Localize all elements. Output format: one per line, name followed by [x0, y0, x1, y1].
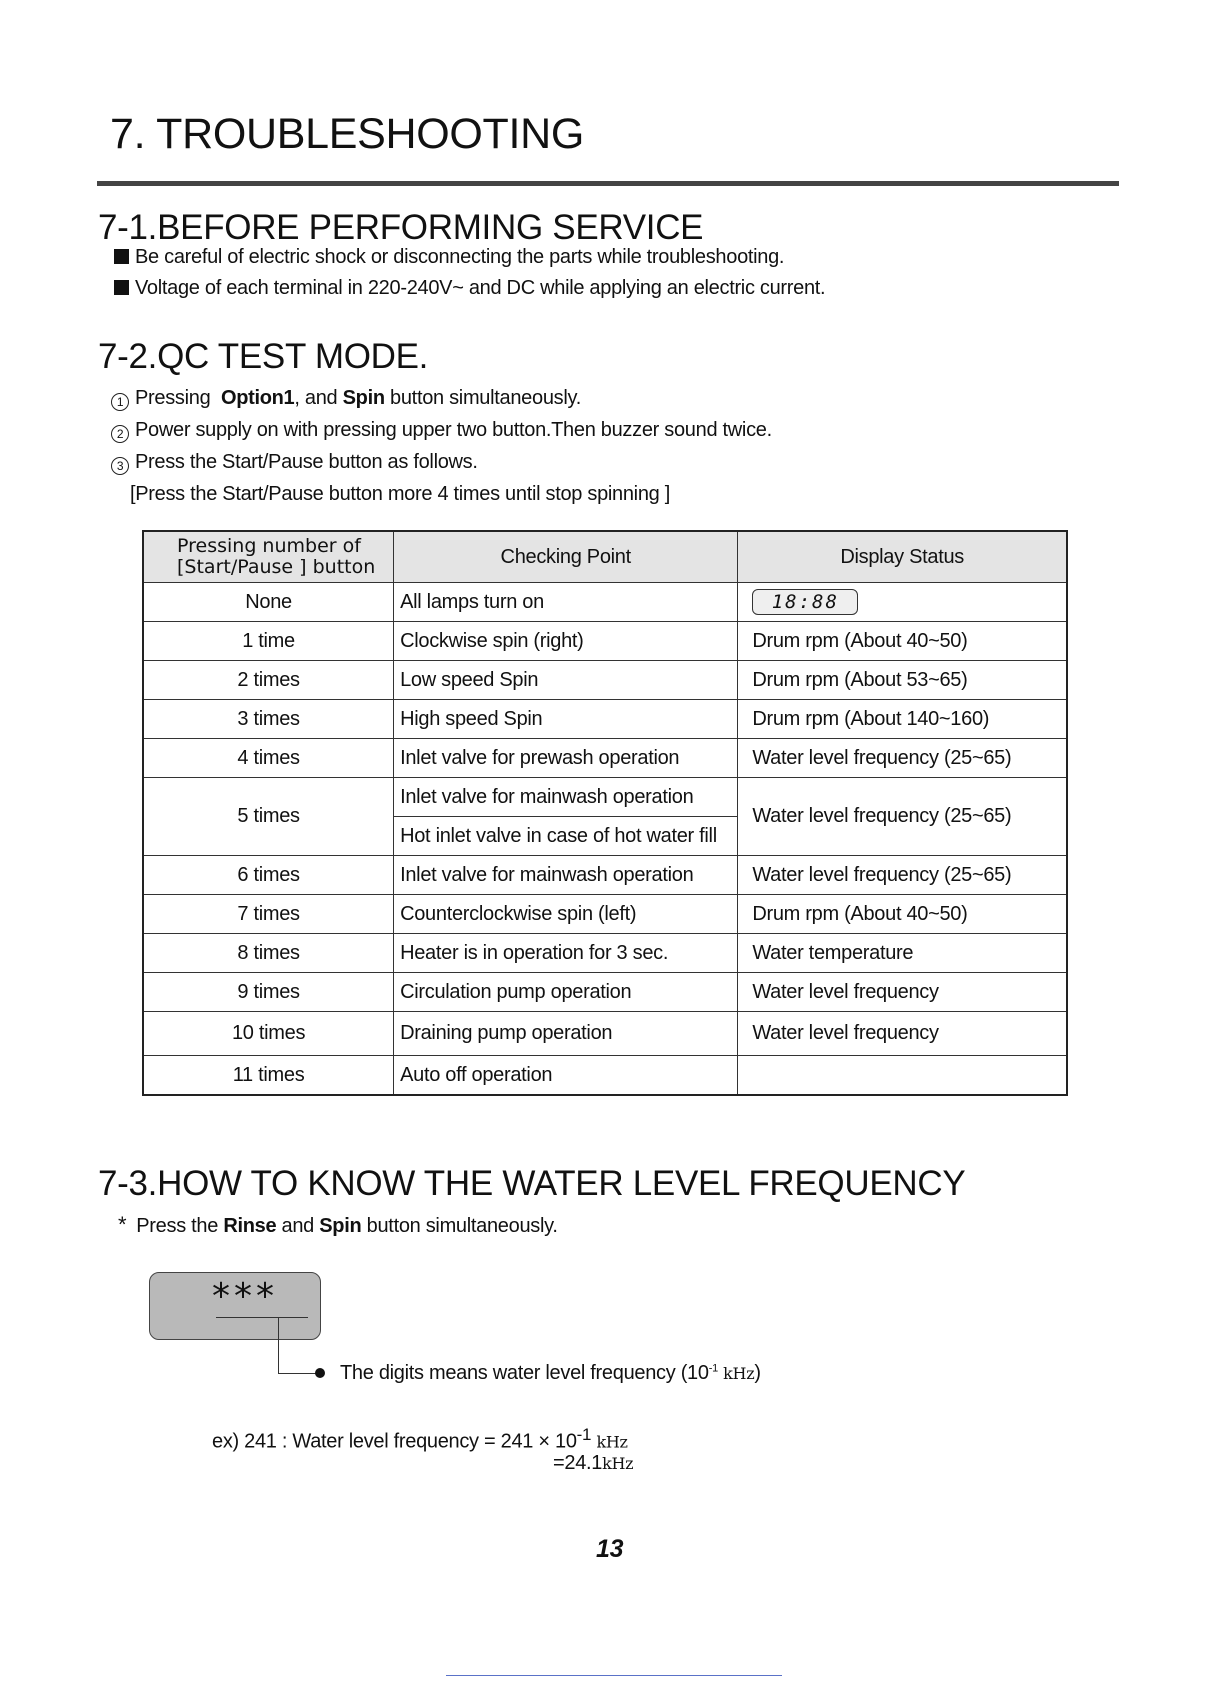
step-item [111, 451, 478, 475]
leader-dot-icon [315, 1368, 325, 1378]
example-result-unit: kHz [602, 1454, 634, 1473]
option1-label: Option1 [220, 387, 295, 409]
example-text: ex) 241 : Water level frequency = 241 × 10 [212, 1430, 577, 1453]
title-rule [97, 181, 1119, 186]
cell-status: Drum rpm (About 40~50) [738, 622, 1067, 661]
example-result-value: =24.1 [553, 1452, 603, 1474]
circled-number-icon: 1 [111, 393, 129, 411]
cell-count: 11 times [143, 1056, 394, 1096]
cell-count: 1 time [143, 622, 394, 661]
cell-status: Water level frequency [738, 1012, 1067, 1056]
cell-status: Water level frequency (25~65) [738, 778, 1067, 856]
cell-count: 5 times [143, 778, 394, 856]
table-row [143, 856, 1067, 895]
section-title-before-service: 7-1.BEFORE PERFORMING SERVICE [98, 208, 704, 247]
cell-status: Water level frequency [738, 973, 1067, 1012]
square-bullet-icon [114, 249, 129, 264]
cell-check: All lamps turn on [394, 583, 738, 622]
table-row [143, 895, 1067, 934]
step-text: button simultaneously. [384, 387, 581, 409]
cell-status: Water level frequency (25~65) [738, 856, 1067, 895]
cell-count: 9 times [143, 973, 394, 1012]
step-item [111, 387, 581, 411]
annotation-exponent: -1 [708, 1362, 718, 1375]
table-row [143, 700, 1067, 739]
instruction-text: and [276, 1215, 320, 1237]
table-row [143, 934, 1067, 973]
instruction-text: button simultaneously. [361, 1215, 558, 1237]
cell-status: Water temperature [738, 934, 1067, 973]
page-number: 13 [596, 1535, 624, 1563]
square-bullet-icon [114, 280, 129, 295]
cell-check: Auto off operation [394, 1056, 738, 1096]
circled-number-icon: 2 [111, 425, 129, 443]
cell-count: 4 times [143, 739, 394, 778]
lcd-display-icon: 18:88 [752, 589, 858, 615]
cell-check: Counterclockwise spin (left) [394, 895, 738, 934]
header-line: Pressing number of [177, 535, 361, 557]
annotation-unit: kHz [723, 1364, 755, 1383]
spin-label: Spin [342, 387, 385, 409]
cell-check: Hot inlet valve in case of hot water fill [394, 817, 738, 856]
header-display-status: Display Status [738, 531, 1067, 583]
display-panel [149, 1272, 321, 1340]
section-title-water-level-frequency: 7-3.HOW TO KNOW THE WATER LEVEL FREQUENCY [98, 1164, 966, 1203]
page-title: 7. TROUBLESHOOTING [110, 110, 585, 158]
step-item [111, 419, 772, 443]
bullet-item [114, 277, 825, 300]
annotation-text: ) [754, 1362, 761, 1384]
cell-status [738, 583, 1067, 622]
table-row [143, 973, 1067, 1012]
cell-status: Drum rpm (About 40~50) [738, 895, 1067, 934]
cell-check: Clockwise spin (right) [394, 622, 738, 661]
header-checking-point: Checking Point [394, 531, 738, 583]
cell-check: Draining pump operation [394, 1012, 738, 1056]
table-row [143, 739, 1067, 778]
cell-check: High speed Spin [394, 700, 738, 739]
leader-line [278, 1317, 279, 1374]
table-row [143, 1012, 1067, 1056]
bullet-text: Be careful of electric shock or disconnecting the parts while troubleshooting. [135, 246, 785, 268]
step-text: , and [294, 387, 343, 409]
cell-status: Drum rpm (About 53~65) [738, 661, 1067, 700]
header-line: [Start/Pause ] button [177, 556, 376, 578]
table-row [143, 622, 1067, 661]
panel-annotation [340, 1362, 761, 1385]
cell-count: 7 times [143, 895, 394, 934]
cell-check: Inlet valve for mainwash operation [394, 856, 738, 895]
example-unit: kHz [596, 1432, 628, 1452]
cell-check: Circulation pump operation [394, 973, 738, 1012]
cell-count: 10 times [143, 1012, 394, 1056]
spin-label: Spin [319, 1215, 362, 1237]
annotation-text: The digits means water level frequency (10 [340, 1362, 709, 1384]
cell-status: Water level frequency (25~65) [738, 739, 1067, 778]
cell-check: Inlet valve for prewash operation [394, 739, 738, 778]
section-title-qc-test-mode: 7-2.QC TEST MODE. [98, 337, 429, 376]
rinse-label: Rinse [223, 1215, 277, 1237]
step-text: Pressing [135, 387, 221, 409]
panel-underline [216, 1317, 308, 1318]
cell-count: 3 times [143, 700, 394, 739]
step-text: Power supply on with pressing upper two button.Then buzzer sound twice. [135, 419, 772, 441]
cell-check: Heater is in operation for 3 sec. [394, 934, 738, 973]
cell-count: None [143, 583, 394, 622]
cell-check: Inlet valve for mainwash operation [394, 778, 738, 817]
cell-count: 6 times [143, 856, 394, 895]
step-text: Press the Start/Pause button as follows. [135, 451, 478, 473]
instruction-line [118, 1212, 558, 1238]
cell-status [738, 1056, 1067, 1096]
example-exponent: -1 [576, 1425, 592, 1444]
cell-status: Drum rpm (About 140~160) [738, 700, 1067, 739]
circled-number-icon: 3 [111, 457, 129, 475]
instruction-text: Press the [136, 1215, 224, 1237]
cell-count: 8 times [143, 934, 394, 973]
cell-check: Low speed Spin [394, 661, 738, 700]
example-result [553, 1452, 633, 1475]
asterisk-icon: * [118, 1212, 127, 1237]
bullet-text: Voltage of each terminal in 220-240V~ and DC while applying an electric current. [135, 277, 826, 299]
table-header-row [143, 531, 1067, 583]
qc-test-table [142, 530, 1068, 1096]
bullet-item [114, 246, 784, 269]
cell-count: 2 times [143, 661, 394, 700]
table-row [143, 778, 1067, 817]
leader-line [278, 1373, 318, 1374]
table-row [143, 661, 1067, 700]
step-note: [Press the Start/Pause button more 4 times until stop spinning ] [130, 483, 670, 505]
header-pressing-number [143, 531, 394, 583]
example-line [212, 1425, 628, 1454]
panel-digits: *** [212, 1276, 278, 1317]
table-row [143, 583, 1067, 622]
table-row [143, 1056, 1067, 1096]
footer-rule [446, 1675, 782, 1676]
